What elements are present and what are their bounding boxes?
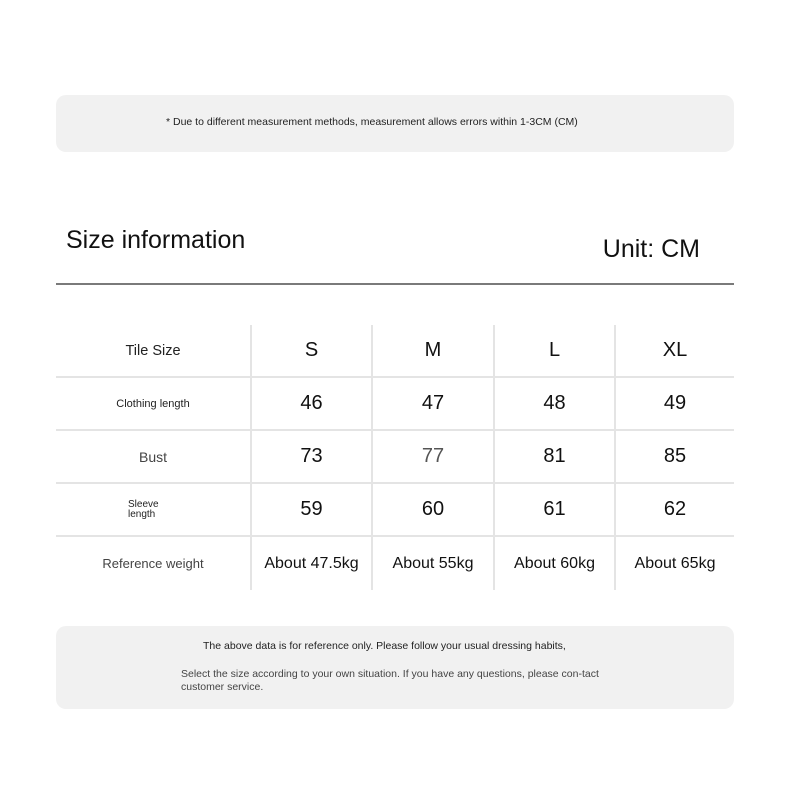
table-cell bbox=[616, 431, 734, 482]
measurement-value: About 55kg bbox=[392, 554, 474, 572]
row-label: Tile Size bbox=[125, 342, 181, 359]
measurement-value: About 65kg bbox=[634, 554, 716, 572]
page-title: Size information bbox=[66, 226, 246, 254]
table-cell bbox=[373, 537, 495, 590]
measurement-value: 59 bbox=[300, 498, 323, 520]
reference-notice-line2: Select the size according to your own situation. If you have any questions, please con-tact customer service. bbox=[181, 668, 599, 693]
table-row bbox=[56, 484, 734, 537]
table-cell bbox=[373, 431, 495, 482]
table-cell bbox=[56, 325, 252, 376]
table-cell bbox=[252, 431, 373, 482]
table-header-row bbox=[56, 325, 734, 378]
measurement-value: 48 bbox=[543, 392, 566, 414]
size-header: XL bbox=[662, 339, 688, 361]
measurement-value: 47 bbox=[421, 392, 445, 414]
table-row bbox=[56, 537, 734, 590]
title-divider bbox=[56, 283, 734, 285]
table-cell bbox=[495, 431, 616, 482]
table-cell bbox=[252, 537, 373, 590]
measurement-value: 46 bbox=[300, 392, 323, 414]
unit-label: Unit: CM bbox=[602, 235, 700, 263]
table-cell bbox=[56, 431, 252, 482]
table-cell bbox=[495, 325, 616, 376]
measurement-value: 61 bbox=[543, 498, 566, 520]
table-cell bbox=[56, 484, 252, 535]
table-cell bbox=[616, 537, 734, 590]
table-cell bbox=[495, 537, 616, 590]
table-cell bbox=[616, 378, 734, 429]
measurement-notice bbox=[56, 95, 734, 152]
table-row bbox=[56, 431, 734, 484]
measurement-value: 62 bbox=[663, 498, 687, 520]
table-row bbox=[56, 378, 734, 431]
measurement-notice-text: * Due to different measurement methods, measurement allows errors within 1-3CM (CM) bbox=[166, 116, 578, 128]
measurement-value: About 60kg bbox=[514, 554, 595, 572]
reference-notice-line1: The above data is for reference only. Please follow your usual dressing habits, bbox=[203, 640, 566, 652]
measurement-value: 85 bbox=[663, 445, 687, 467]
table-cell bbox=[616, 325, 734, 376]
measurement-value: About 47.5kg bbox=[264, 554, 359, 572]
measurement-value: 81 bbox=[543, 445, 566, 467]
table-cell bbox=[252, 484, 373, 535]
measurement-value: 73 bbox=[300, 445, 323, 467]
size-header: M bbox=[424, 339, 442, 361]
row-label: Sleeve length bbox=[128, 498, 159, 520]
measurement-value: 49 bbox=[663, 392, 687, 414]
measurement-value: 77 bbox=[421, 445, 445, 467]
table-cell bbox=[373, 484, 495, 535]
table-cell bbox=[495, 484, 616, 535]
row-label: Clothing length bbox=[116, 397, 190, 410]
table-cell bbox=[616, 484, 734, 535]
table-cell bbox=[495, 378, 616, 429]
table-cell bbox=[373, 378, 495, 429]
table-cell bbox=[56, 537, 252, 590]
row-label: Bust bbox=[138, 448, 167, 465]
table-cell bbox=[373, 325, 495, 376]
measurement-value: 60 bbox=[421, 498, 445, 520]
reference-notice bbox=[56, 626, 734, 709]
table-cell bbox=[56, 378, 252, 429]
table-cell bbox=[252, 378, 373, 429]
size-table bbox=[56, 325, 734, 590]
table-cell bbox=[252, 325, 373, 376]
size-header: S bbox=[304, 339, 319, 361]
row-label: Reference weight bbox=[102, 556, 204, 571]
size-header: L bbox=[548, 339, 561, 361]
